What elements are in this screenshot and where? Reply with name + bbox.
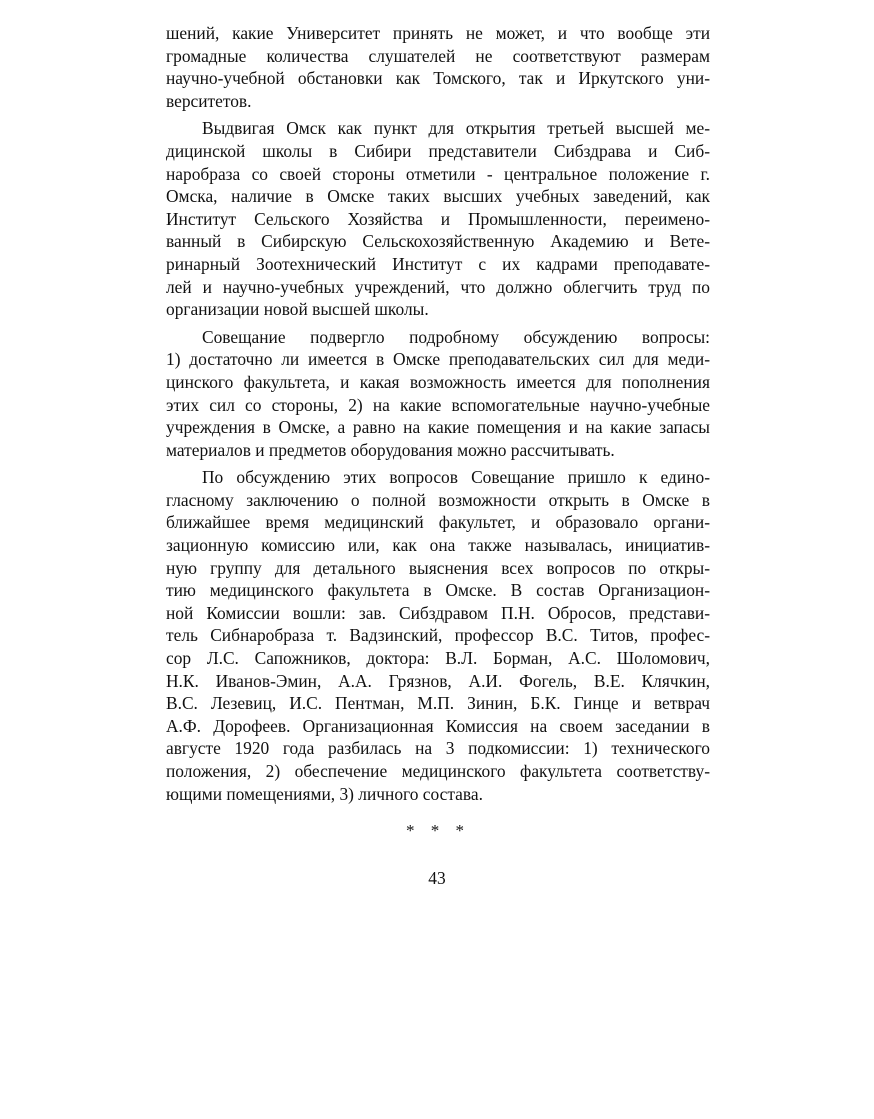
text-line: ной Комиссии вошли: зав. Сибздравом П.Н. Обросов, представи- [166, 602, 710, 623]
text-line: учреждения в Омске, а равно на какие помещения и на какие запасы [166, 417, 710, 438]
text-line: этих сил со стороны, 2) на какие вспомогательные научно-учебные [166, 394, 710, 415]
text-line: ющими помещениями, 3) личного состава. [166, 783, 483, 804]
text-line: августе 1920 года разбилась на 3 подкомиссии: 1) технического [166, 738, 710, 759]
text-line: дицинской школы в Сибири представители Сибздрава и Сиб- [166, 140, 710, 161]
text-line: Совещание подвергло подробному обсуждению вопросы: [202, 326, 710, 347]
page-text [166, 22, 710, 843]
text-line: По обсуждению этих вопросов Совещание пришло к едино- [202, 467, 710, 488]
text-line: цинского факультета, и какая возможность имеется для пополнения [166, 371, 710, 392]
text-line: ринарный Зоотехнический Институт с их кадрами преподавате- [166, 253, 710, 274]
text-line: В.С. Лезевиц, И.С. Пентман, М.П. Зинин, Б.К. Гинце и ветврач [166, 693, 710, 714]
text-line: гласному заключению о полной возможности открыть в Омске в [166, 489, 710, 510]
paragraph-1 [166, 22, 710, 112]
paragraph-4 [166, 466, 710, 805]
text-line: тель Сибнаробраза т. Вадзинский, профессор В.С. Титов, профес- [166, 625, 710, 646]
text-line: громадные количества слушателей не соответствуют размерам [166, 45, 710, 66]
text-line: научно-учебной обстановки как Томского, так и Иркутского уни- [166, 68, 710, 89]
text-line: 1) достаточно ли имеется в Омске преподавательских сил для меди- [166, 349, 710, 370]
text-line: Выдвигая Омск как пункт для открытия третьей высшей ме- [202, 118, 710, 139]
text-line: сор Л.С. Сапожников, доктора: В.Л. Борман, А.С. Шоломович, [166, 648, 710, 669]
paragraph-2 [166, 117, 710, 320]
page-number: 43 [428, 868, 446, 888]
text-line: верситетов. [166, 90, 252, 111]
text-line: наробраза со своей стороны отметили - центральное положение г. [166, 163, 710, 184]
text-line: ную группу для детального выяснения всех вопросов по откры- [166, 557, 710, 578]
text-line: лей и научно-учебных учреждений, что должно облегчить труд по [166, 276, 710, 297]
text-line: материалов и предметов оборудования можно рассчитывать. [166, 439, 615, 460]
section-separator: * * * [406, 821, 470, 841]
text-line: зационную комиссию или, как она также называлась, инициатив- [166, 535, 710, 556]
text-line: организации новой высшей школы. [166, 299, 429, 320]
text-line: ближайшее время медицинский факультет, и образовало органи- [166, 512, 710, 533]
text-line: шений, какие Университет принять не может, и что вообще эти [166, 23, 710, 43]
text-line: Н.К. Иванов-Эмин, А.А. Грязнов, А.И. Фогель, В.Е. Клячкин, [166, 670, 710, 691]
text-line: тию медицинского факультета в Омске. В состав Организацион- [166, 580, 710, 601]
text-line: Омска, наличие в Омске таких высших учебных заведений, как [166, 186, 710, 207]
text-line: положения, 2) обеспечение медицинского факультета соответству- [166, 761, 710, 781]
text-line: ванный в Сибирскую Сельскохозяйственную Академию и Вете- [166, 231, 710, 252]
text-line: Институт Сельского Хозяйства и Промышленности, переимено- [166, 208, 710, 229]
text-line: А.Ф. Дорофеев. Организационная Комиссия на своем заседании в [166, 715, 710, 736]
paragraph-3 [166, 326, 710, 462]
